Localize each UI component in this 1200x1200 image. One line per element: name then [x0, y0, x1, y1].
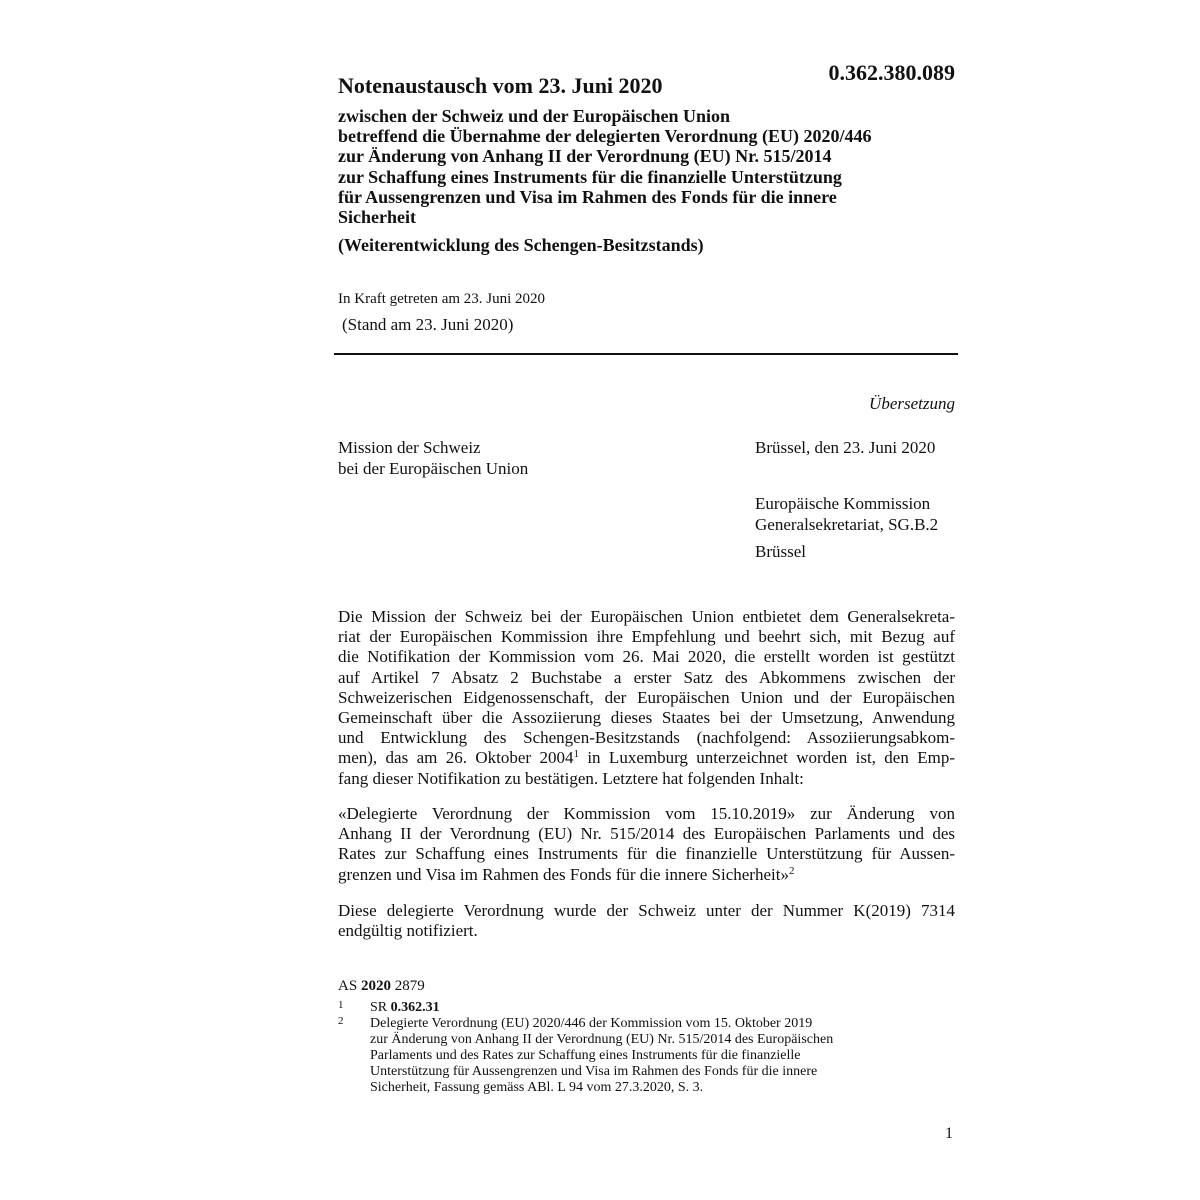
as-year: 2020 — [360, 978, 391, 994]
footnote-ref-2: 2 — [788, 864, 795, 877]
as-page: 2879 — [390, 978, 425, 994]
schengen-parenthetical: (Weiterentwicklung des Schengen-Besitzstands) — [338, 235, 704, 255]
footnote-text — [370, 1000, 440, 1016]
body-paragraph-1 — [338, 607, 955, 789]
text-fragment: grenzen und Visa im Rahmen des Fonds für die innere Sicherheit» — [338, 864, 789, 884]
footnote-text — [370, 1016, 833, 1096]
sender-line: Mission der Schweiz — [338, 438, 481, 457]
text-fragment: in Luxemburg unterzeichnet worden ist, den Emp- — [578, 748, 955, 768]
text-line: Rates zur Schaffung eines Instruments für die finanzielle Unterstützung für Aussen- — [338, 844, 955, 864]
text-line: die Notifikation der Kommission vom 26. Mai 2020, die erstellt worden ist gestützt — [338, 647, 955, 667]
sender-address — [338, 438, 528, 479]
text-line: und Entwicklung des Schengen-Besitzstands (nachfolgend: Assoziierungsabkom- — [338, 728, 955, 748]
subtitle-line: zwischen der Schweiz und der Europäischen Union — [338, 106, 731, 126]
text-line: Anhang II der Verordnung (EU) Nr. 515/2014 des Europäischen Parlaments und des — [338, 824, 955, 844]
footnote-ref-1: 1 — [573, 748, 579, 761]
text-line: riat der Europäischen Kommission ihre Empfehlung und beehrt sich, mit Bezug auf — [338, 627, 955, 647]
translation-label: Übersetzung — [869, 394, 955, 413]
header-divider — [334, 353, 958, 355]
text-line: Schweizerischen Eidgenossenschaft, der Europäischen Union und der Europäischen — [338, 687, 955, 707]
subtitle-line: Sicherheit — [338, 207, 416, 228]
in-force-date: In Kraft getreten am 23. Juni 2020 — [338, 291, 546, 307]
footnote-line: Parlaments und des Rates zur Schaffung eines Instruments für die finanzielle — [370, 1048, 801, 1063]
letter-date: Brüssel, den 23. Juni 2020 — [755, 438, 936, 457]
sender-line: bei der Europäischen Union — [338, 458, 529, 478]
recipient-line: Generalsekretariat, SG.B.2 — [755, 514, 939, 534]
subtitle-line: betreffend die Übernahme der delegierten Verordnung (EU) 2020/446 — [338, 126, 872, 147]
subtitle-line: zur Änderung von Anhang II der Verordnung (EU) Nr. 515/2014 — [338, 146, 832, 167]
subtitle-line: zur Schaffung eines Instruments für die finanzielle Unterstützung — [338, 166, 842, 187]
recipient-line: Europäische Kommission — [755, 494, 931, 513]
text-line: Diese delegierte Verordnung wurde der Schweiz unter der Nummer K(2019) 7314 — [338, 901, 955, 920]
text-line: Die Mission der Schweiz bei der Europäischen Union entbietet dem Generalsekreta- — [338, 607, 955, 626]
footnote-line: Unterstützung für Aussengrenzen und Visa im Rahmen des Fonds für die innere — [370, 1064, 818, 1079]
sr-number: 0.362.380.089 — [828, 60, 955, 85]
text-line: Gemeinschaft über die Assoziierung dieses Staates bei der Umsetzung, Anwendung — [338, 708, 955, 728]
footnote-number: 2 — [338, 1015, 344, 1027]
footnote-line: zur Änderung von Anhang II der Verordnung (EU) Nr. 515/2014 des Europäischen — [370, 1032, 834, 1047]
text-line: «Delegierte Verordnung der Kommission vom 15.10.2019» zur Änderung von — [338, 804, 955, 823]
recipient-address — [755, 494, 938, 535]
footnote-line: Sicherheit, Fassung gemäss ABl. L 94 vom 27.3.2020, S. 3. — [370, 1080, 704, 1095]
as-prefix: AS — [338, 978, 361, 994]
body-paragraph-2 — [338, 804, 955, 885]
text-line — [338, 748, 955, 768]
footnote-number: 1 — [338, 999, 344, 1011]
text-line: fang dieser Notifikation zu bestätigen. Letztere hat folgenden Inhalt: — [338, 768, 804, 788]
official-collection-ref — [338, 978, 425, 995]
text-line: endgültig notifiziert. — [338, 921, 478, 941]
text-fragment: men), das am 26. Oktober 2004 — [338, 748, 574, 768]
text-line — [338, 865, 955, 885]
subtitle-line: für Aussengrenzen und Visa im Rahmen des Fonds für die innere — [338, 186, 837, 207]
footnote-sr-ref: 0.362.31 — [390, 1000, 440, 1015]
recipient-city: Brüssel — [755, 542, 806, 561]
page-number: 1 — [945, 1125, 953, 1142]
footnote-line: Delegierte Verordnung (EU) 2020/446 der Kommission vom 15. Oktober 2019 — [370, 1016, 813, 1031]
text-line: auf Artikel 7 Absatz 2 Buchstabe a erster Satz des Abkommens zwischen der — [338, 667, 955, 687]
status-date: (Stand am 23. Juni 2020) — [342, 315, 514, 334]
page-title: Notenaustausch vom 23. Juni 2020 — [338, 73, 663, 98]
subtitle — [338, 106, 958, 227]
footnote-prefix: SR — [370, 1000, 391, 1015]
body-paragraph-3 — [338, 901, 955, 941]
